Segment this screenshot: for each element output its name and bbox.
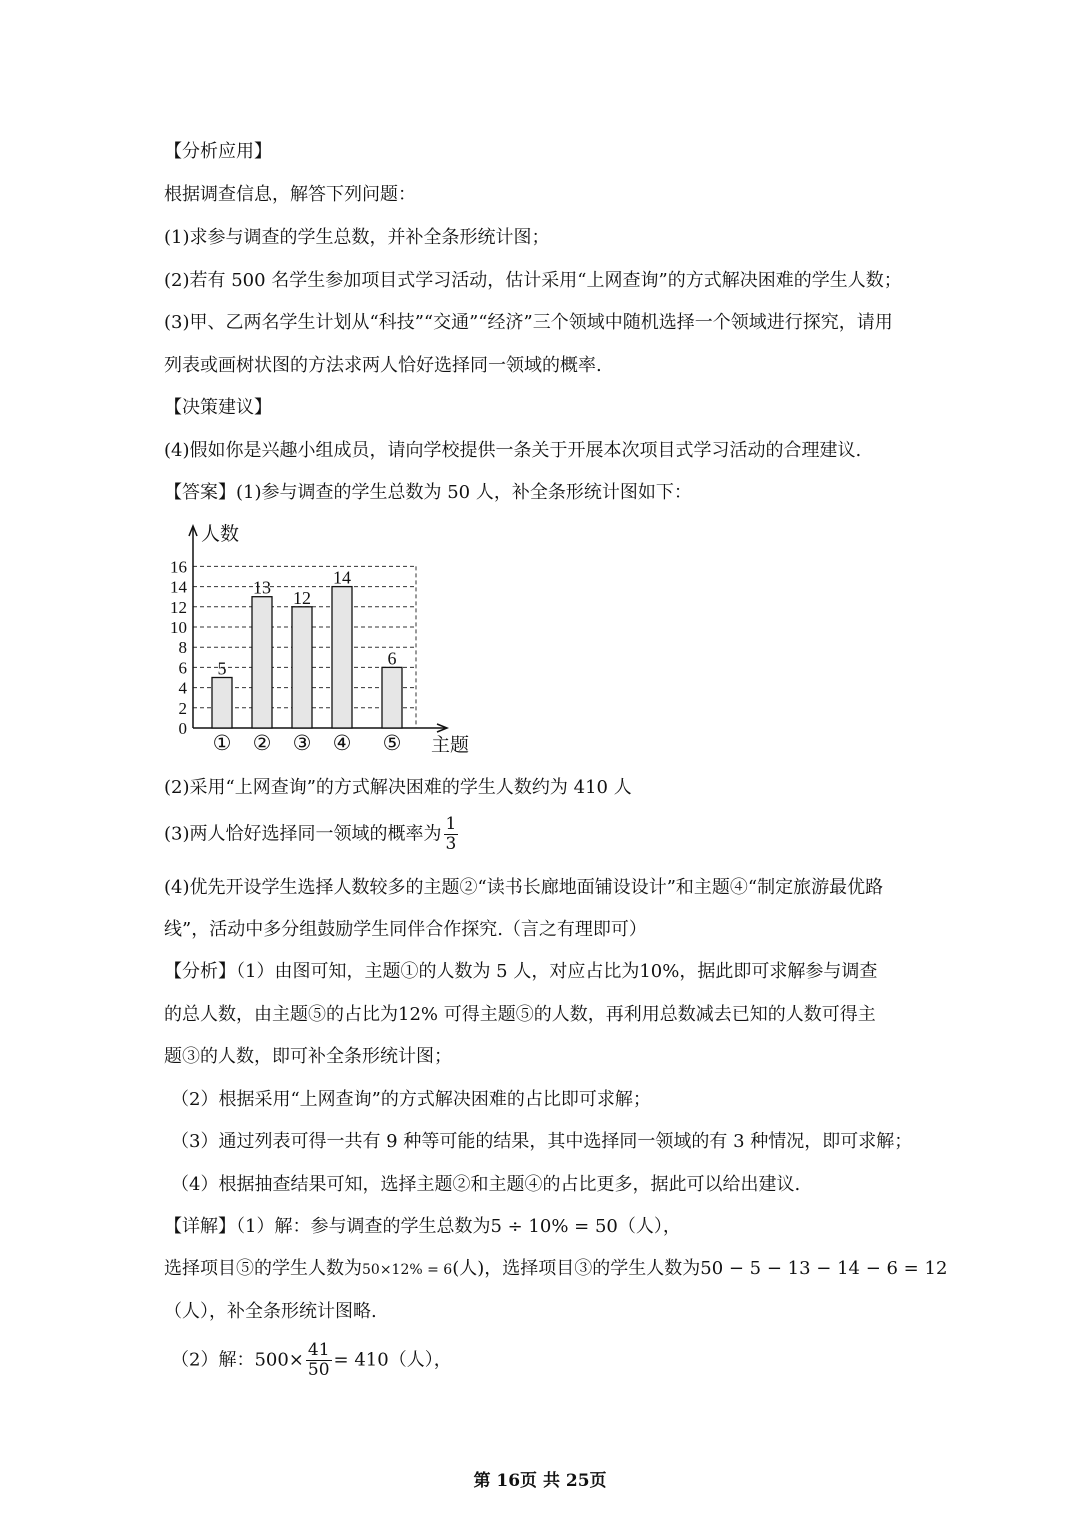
answer-1: 【答案】(1)参与调查的学生总数为 50 人，补全条形统计图如下： — [164, 482, 692, 503]
analysis-line-3: 题③的人数，即可补全条形统计图； — [164, 1046, 452, 1067]
y-tick-label: 6 — [178, 658, 187, 678]
bar-value-label: 6 — [387, 648, 397, 669]
fraction-numerator: 41 — [307, 1340, 330, 1360]
detail-line-2-a: 选择项目⑤的学生人数为 — [164, 1258, 362, 1279]
analysis-line-6: （4）根据抽查结果可知，选择主题②和主题④的占比更多，据此可以给出建议. — [171, 1174, 801, 1195]
y-axis-title: 人数 — [201, 524, 240, 545]
page-footer: 第 16页 共 25页 — [473, 1471, 607, 1491]
y-tick-label: 12 — [170, 597, 187, 617]
category-label: ② — [252, 731, 272, 755]
question-3-line-2: 列表或画树状图的方法求两人恰好选择同一领域的概率. — [164, 355, 602, 376]
answer-2: (2)采用“上网查询”的方式解决困难的学生人数约为 410 人 — [164, 777, 632, 798]
detail-line-3: （人），补全条形统计图略. — [164, 1301, 377, 1322]
bar-chart — [160, 516, 490, 766]
probability-fraction — [444, 815, 459, 854]
bar-value-label: 14 — [333, 567, 351, 588]
detail-line-4-b: = 410（人）， — [333, 1349, 452, 1371]
question-3-line-1: (3)甲、乙两名学生计划从“科技”“交通”“经济”三个领域中随机选择一个领域进行探究，请用 — [164, 312, 893, 333]
bar — [292, 607, 312, 728]
analysis-line-2: 的总人数，由主题⑤的占比为12% 可得主题⑤的人数，再利用总数减去已知的人数可得主 — [164, 1004, 876, 1025]
question-2: (2)若有 500 名学生参加项目式学习活动，估计采用“上网查询”的方式解决困难的学生人数； — [164, 270, 902, 291]
bar — [252, 597, 272, 728]
y-tick-label: 2 — [178, 698, 187, 718]
bar-value-label: 13 — [253, 577, 271, 598]
question-4: (4)假如你是兴趣小组成员，请向学校提供一条关于开展本次项目式学习活动的合理建议. — [164, 440, 862, 461]
detail-line-2-c: (人)，选择项目③的学生人数为50 − 5 − 13 − 14 − 6 = 12 — [452, 1258, 948, 1279]
bar — [332, 587, 352, 728]
x-axis-title: 主题 — [431, 735, 470, 756]
y-tick-label: 14 — [170, 577, 187, 597]
answer-3 — [164, 815, 930, 854]
y-tick-label: 8 — [178, 638, 187, 658]
intro-text: 根据调查信息，解答下列问题： — [164, 184, 416, 205]
question-1: (1)求参与调查的学生总数，并补全条形统计图； — [164, 227, 550, 248]
section-heading-analysis: 【分析应用】 — [164, 141, 272, 162]
bar-value-label: 5 — [217, 658, 227, 679]
bar-value-label: 12 — [293, 587, 311, 608]
section-heading-suggestion: 【决策建议】 — [164, 397, 272, 418]
category-label: ⑤ — [382, 731, 402, 755]
answer-4-line-2: 线”，活动中多分组鼓励学生同伴合作探究.（言之有理即可） — [164, 919, 647, 940]
detail-line-1: 【详解】（1）解：参与调查的学生总数为5 ÷ 10% = 50（人）， — [164, 1216, 681, 1237]
category-label: ④ — [332, 731, 352, 755]
y-tick-label: 4 — [178, 678, 187, 698]
fraction-numerator: 1 — [445, 814, 457, 834]
category-label: ① — [212, 731, 232, 755]
analysis-line-5: （3）通过列表可得一共有 9 种等可能的结果，其中选择同一领域的有 3 种情况，即可求解； — [171, 1131, 913, 1152]
fraction-denominator: 50 — [307, 1360, 330, 1380]
analysis-line-1: 【分析】（1）由图可知，主题①的人数为 5 人，对应占比为10%，据此即可求解参与调查 — [164, 961, 878, 982]
detail-line-4-a: （2）解：500× — [171, 1349, 304, 1371]
y-tick-label: 16 — [170, 557, 187, 577]
detail-line-4 — [171, 1341, 930, 1380]
analysis-line-4: （2）根据采用“上网查询”的方式解决困难的占比即可求解； — [171, 1089, 651, 1110]
y-tick-label: 10 — [170, 618, 187, 637]
bar — [212, 678, 232, 729]
y-tick-label: 0 — [178, 719, 187, 738]
bar — [382, 667, 402, 728]
detail-line-2-formula: 50×12% = 6 — [362, 1262, 453, 1278]
answer-4-line-1: (4)优先开设学生选择人数较多的主题②“读书长廊地面铺设设计”和主题④“制定旅游最优路 — [164, 877, 884, 898]
answer-3-text: (3)两人恰好选择同一领域的概率为 — [164, 823, 442, 845]
detail-line-2 — [164, 1257, 948, 1282]
fraction-denominator: 3 — [445, 834, 457, 854]
detail-fraction — [306, 1341, 332, 1380]
category-label: ③ — [292, 731, 312, 755]
